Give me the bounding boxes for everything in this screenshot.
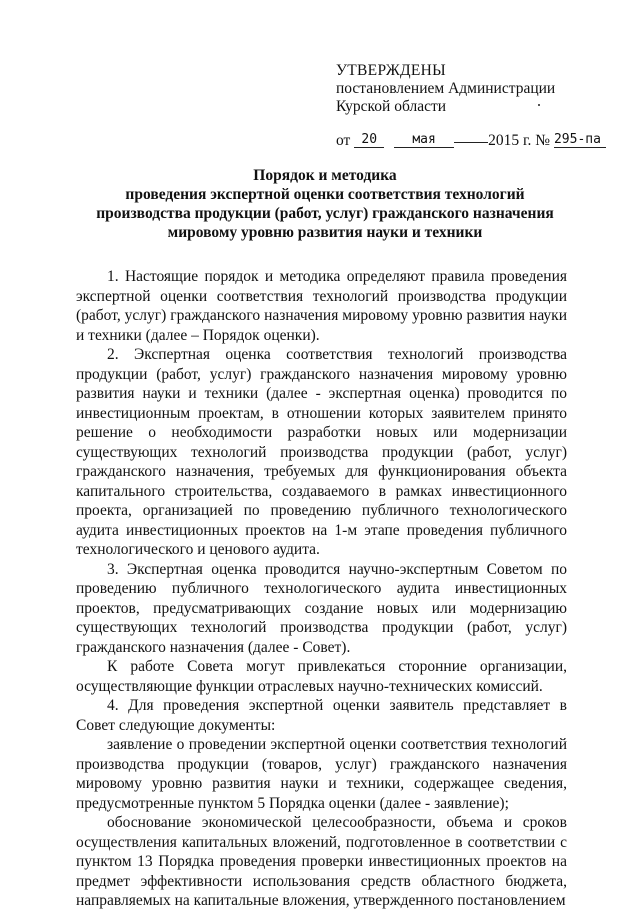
- paragraph-6: заявление о проведении экспертной оценки соответствия технологий производства продукции (товаров, услуг) гражданского назначения мировому уровню развития науки и техники, содержащее сведения, предусмотренные пунктом 5 Порядка оценки (далее - заявление);: [76, 736, 567, 812]
- paragraph-7: обоснование экономической целесообразности, объема и сроков осуществления капитальных вложений, подготовленное в соответствии с пунктом 13 Порядка проведения проверки инвестиционных проектов на предмет эффективности использования средств областного бюджета, направляемых на капитальные вложения, утвержденного постановлением: [76, 814, 567, 909]
- title-line-4: мировому уровню развития науки и техники: [167, 224, 483, 241]
- title-line-1: Порядок и методика: [253, 167, 397, 184]
- decree-number: 295-па: [554, 132, 606, 148]
- approval-heading: УТВЕРЖДЕНЫ: [336, 62, 446, 79]
- date-month: мая: [394, 132, 454, 148]
- title-line-2: проведения экспертной оценки соответствия технологий: [125, 186, 525, 203]
- document-title: [60, 166, 590, 242]
- paragraph-3: 3. Экспертная оценка проводится научно-экспертным Советом по проведению публичного технологического аудита инвестиционных проектов, предусматривающих создание новых или модернизацию существующих технологий производства продукции (работ, услуг) гражданского назначения (далее - Совет).: [76, 560, 567, 656]
- paragraph-1: 1. Настоящие порядок и методика определяют правила проведения экспертной оценки соответствия технологий производства продукции (работ, услуг) гражданского назначения мировому уровню развития науки и техники (далее – Порядок оценки).: [76, 268, 567, 344]
- paragraph-2: 2. Экспертная оценка соответствия технологий производства продукции (работ, услуг) гражданского назначения мировому уровню развития науки и техники (далее - экспертная оценка) проводится по инвестиционным проектам, в отношении которых заявителем принято решение о необходимости разработки новых или модернизации существующих технологий производства продукции (работ, услуг) гражданского назначения, требуемых для функционирования объекта капитального строительства, создаваемого в рамках инвестиционного проекта, организацией по проведению публичного технологического аудита инвестиционных проектов на 1-м этапе проведения публичного технологического и ценового аудита.: [76, 346, 567, 558]
- paragraph-4: К работе Совета могут привлекаться сторонние организации, осуществляющие функции отраслевых научно-технических комиссий.: [76, 658, 567, 695]
- decree-date-line: [336, 132, 606, 150]
- approval-line-1: постановлением Администрации: [336, 80, 556, 97]
- title-line-3: производства продукции (работ, услуг) гражданского назначения: [96, 205, 554, 222]
- date-underline-gap: [454, 141, 488, 143]
- scan-speck: [538, 104, 540, 106]
- date-day: 20: [354, 132, 384, 148]
- approval-stamp: [336, 62, 616, 116]
- paragraph-5: 4. Для проведения экспертной оценки заявитель представляет в Совет следующие документы:: [76, 697, 567, 734]
- date-prefix: от: [336, 132, 351, 149]
- date-year: 2015 г. №: [488, 132, 551, 149]
- document-body: [76, 267, 567, 911]
- approval-line-2: Курской области: [336, 98, 447, 115]
